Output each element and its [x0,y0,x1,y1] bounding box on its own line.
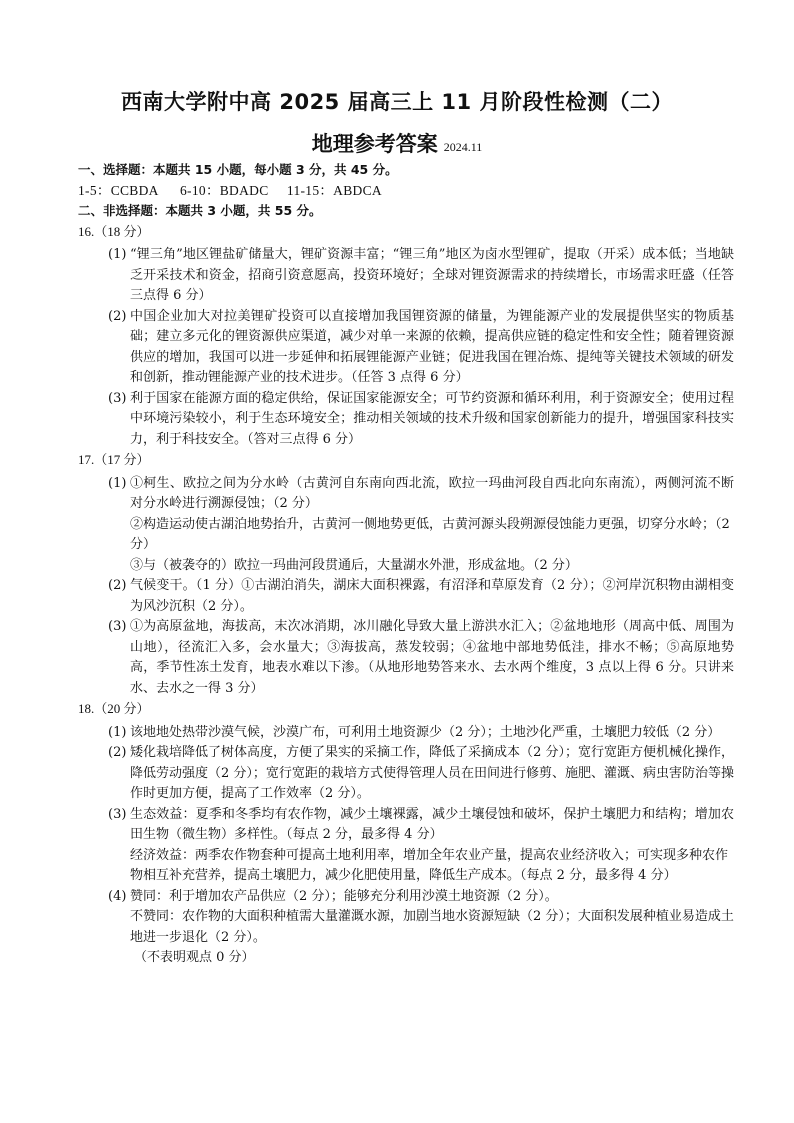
q17-part1c-text: ③与（被袭夺的）欧拉一玛曲河段贯通后，大量湖水外泄，形成盆地。（2 分） [130,557,578,573]
q17-part1 [78,474,734,515]
exam-date: 2024.11 [443,140,483,154]
q17-part1-num: (1) [108,475,127,491]
page-subtitle [0,128,794,158]
q18-part1-text: 该地地处热带沙漠气候，沙漠广布，可利用土地资源少（2 分）；土地沙化严重，土壤肥力较低（2 分） [130,724,721,740]
q18-part4a-text: 赞同：利于增加农产品供应（2 分）；能够充分利用沙漠土地资源（2 分）。 [130,888,558,904]
q17-part2 [78,576,734,617]
q17-part3-num: (3) [108,619,127,634]
q17-part1b-text: ②构造运动使古湖泊地势抬升，古黄河一侧地势更低，古黄河源头段朔源侵蚀能力更强，切穿分水岭；（2 分） [130,516,730,552]
q16-part2-text: 中国企业加大对拉美锂矿投资可以直接增加我国锂资源的储量，为锂能源产业的发展提供坚实的物质基础；建立多元化的锂资源供应渠道，减少对单一来源的依赖，提高供应链的稳定性和安全性；随着锂资源供应的增加，我国可以进一步延伸和拓展锂能源产业链；促进我国在锂冶炼、提纯等关键技术领域的研发和创新，推动锂能源产业的技术进步。（任答 3 点得 6 分） [130,308,734,385]
q17-part1a-text: ①柯生、欧拉之间为分水岭（古黄河自东南向西北流，欧拉一玛曲河段自西北向东南流），两侧河流不断对分水岭进行溯源侵蚀；（2 分） [130,475,734,511]
section2-heading: 二、非选择题：本题共 3 小题，共 55 分。 [78,203,322,218]
q17-part2-num: (2) [108,578,127,593]
q18-part4-num: (4) [108,888,127,904]
q18-part3-num: (3) [108,806,127,822]
answer-content [78,160,734,969]
q18-part1 [78,723,734,744]
q18-part2-text: 矮化栽培降低了树体高度，方便了果实的采摘工作，降低了采摘成本（2 分）；宽行宽距方便机械化操作，降低劳动强度（2 分）；宽行宽距的栽培方式使得管理人员在田间进行修剪、施肥、灌溉、病虫害防治等操作时更加方便，提高了工作效率（2 分）。 [130,745,734,801]
q17-part2-text: 气候变干。（1 分）①古湖泊消失，湖床大面积裸露，有沼泽和草原发育（2 分）；②河岸沉积物由湖相变为风沙沉积（2 分）。 [130,578,734,614]
q16-part3-text: 利于国家在能源方面的稳定供给，保证国家能源安全；可节约资源和循环利用，利于资源安全；使用过程中环境污染较小，利于生态环境安全；推动相关领域的技术升级和国家创新能力的提升，增强国家科技实力，利于科技安全。（答对三点得 6 分） [130,390,734,447]
q18-part3 [78,805,734,846]
q18-part4 [78,887,734,908]
q18-part3a-text: 生态效益：夏季和冬季均有农作物，减少土壤裸露，减少土壤侵蚀和破坏，保护土壤肥力和结构；增加农田生物（微生物）多样性。（每点 2 分，最多得 4 分） [130,806,734,842]
q16-part1-text: “锂三角”地区锂盐矿储量大，锂矿资源丰富；“锂三角”地区为卤水型锂矿，提取（开采）成本低；当地缺乏开采技术和资金，招商引资意愿高，投资环境好；全球对锂资源需求的持续增长，市场需求旺盛（任答三点得 6 分） [130,247,734,303]
subtitle-text: 地理参考答案 [311,132,438,156]
q17-part3 [78,617,734,699]
q16-part1 [78,245,734,307]
q16-part2 [78,307,734,389]
choice-answers: 1-5：CCBDA 6-10：BDADC 11-15：ABDCA [78,182,382,198]
q16-part1-num: (1) [108,247,127,262]
q18-part4b-text: 不赞同：农作物的大面积种植需大量灌溉水源，加剧当地水资源短缺（2 分）；大面积发展种植业易造成土地进一步退化（2 分）。 [130,909,734,945]
page-title: 西南大学附中高 2025 届高三上 11 月阶段性检测（二） [121,90,673,114]
q18-part2 [78,743,734,805]
q17-label: 17.（17 分） [78,452,150,467]
q16-part2-num: (2) [108,308,127,324]
q17-part3-text: ①为高原盆地，海拔高，末次冰消期，冰川融化导致大量上游洪水汇入；②盆地地形（周高中低、周围为山地），径流汇入多，会水量大；③海拔高，蒸发较弱；④盆地中部地势低洼，排水不畅；⑤高原地势高，季节性冻土发育，地表水难以下渗。（从地形地势答来水、去水两个维度，3 点以上得 6 分。只讲来水、去水之一得 3 分） [130,619,734,696]
q18-part1-num: (1) [108,724,127,740]
q16-label: 16.（18 分） [78,223,150,239]
q18-part4c-text: （不表明观点 0 分） [134,950,255,965]
q16-part3 [78,389,734,451]
q18-part2-num: (2) [108,745,127,760]
q16-part3-num: (3) [108,390,127,406]
section1-heading: 一、选择题：本题共 15 小题，每小题 3 分，共 45 分。 [78,162,398,177]
q18-part3b-text: 经济效益：两季农作物套种可提高土地利用率，增加全年农业产量，提高农业经济收入；可实现多种农作物相互补充营养，提高土壤肥力，减少化肥使用量，降低生产成本。（每点 2 分，最多得 4 分） [130,847,729,883]
q18-label: 18.（20 分） [78,701,150,716]
